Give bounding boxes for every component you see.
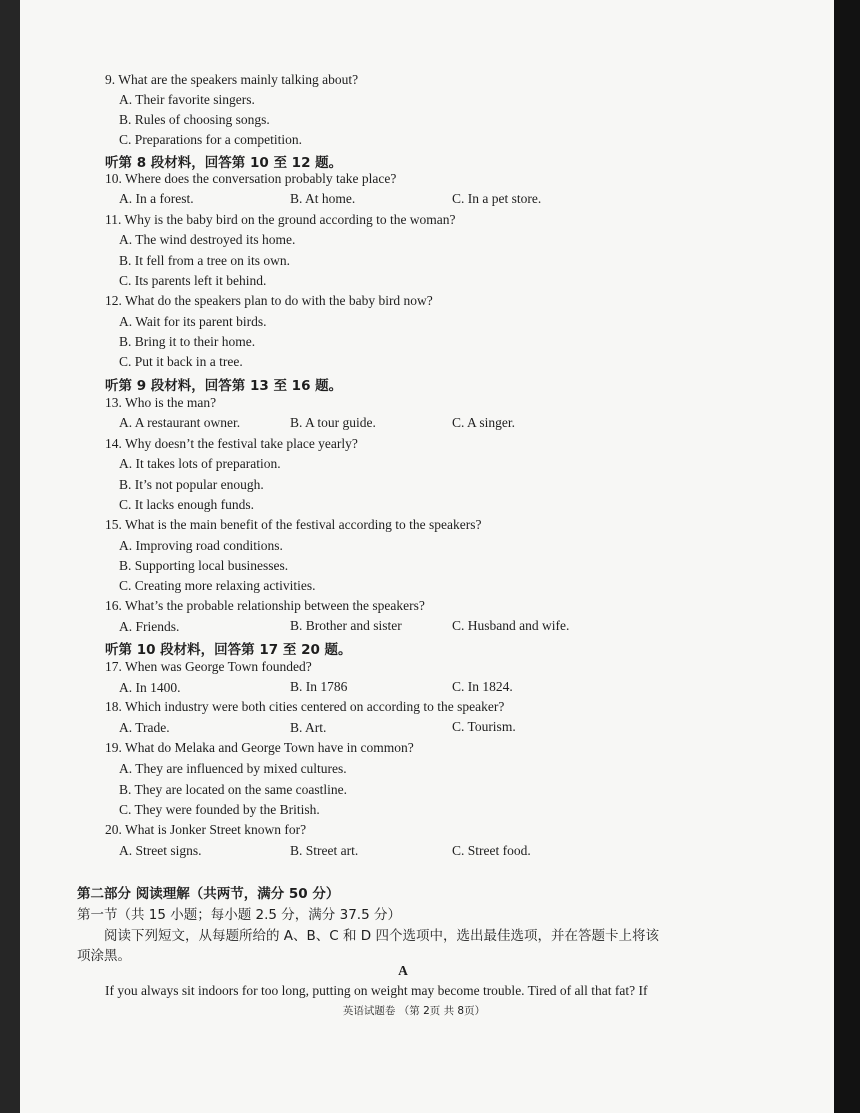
passage-label: A: [398, 963, 408, 978]
q14-option-c: C. It lacks enough funds.: [119, 497, 254, 512]
passage-line-1: If you always sit indoors for too long, putting on weight may become trouble. Tired of all that fat? If: [105, 983, 648, 998]
section-one-heading: 第一节（共 15 小题；每小题 2.5 分，满分 37.5 分）: [77, 907, 401, 923]
q18-option-c: C. Tourism.: [452, 719, 516, 734]
q13-option-a: A. A restaurant owner.: [119, 415, 241, 430]
q12-option-b: B. Bring it to their home.: [119, 334, 256, 349]
q15-option-a: A. Improving road conditions.: [119, 538, 283, 553]
question-17: 17. When was George Town founded?: [105, 659, 312, 674]
q10-option-b: B. At home.: [290, 191, 356, 206]
q13-option-c: C. A singer.: [452, 415, 516, 430]
q20-option-b: B. Street art.: [290, 843, 359, 858]
instruction-line-1: 阅读下列短文，从每题所给的 A、B、C 和 D 四个选项中，选出最佳选项，并在答题卡上将该: [104, 928, 659, 944]
q15-option-b: B. Supporting local businesses.: [119, 558, 289, 573]
q18-option-a: A. Trade.: [119, 720, 170, 735]
q11-option-c: C. Its parents left it behind.: [119, 273, 267, 288]
q11-option-b: B. It fell from a tree on its own.: [119, 253, 290, 268]
section-heading-9: 听第 9 段材料，回答第 13 至 16 题。: [105, 378, 343, 394]
q17-option-b: B. In 1786: [290, 679, 348, 694]
question-16: 16. What’s the probable relationship between the speakers?: [105, 598, 425, 613]
q12-option-c: C. Put it back in a tree.: [119, 354, 243, 369]
question-13: 13. Who is the man?: [105, 395, 217, 410]
question-9: 9. What are the speakers mainly talking about?: [105, 72, 359, 87]
instruction-line-2: 项涂黑。: [77, 948, 131, 964]
question-11: 11. Why is the baby bird on the ground according to the woman?: [105, 212, 456, 227]
scan-right-edge: [834, 0, 860, 1113]
question-19: 19. What do Melaka and George Town have in common?: [105, 740, 414, 755]
part-two-heading: 第二部分 阅读理解（共两节，满分 50 分）: [77, 886, 340, 902]
q15-option-c: C. Creating more relaxing activities.: [119, 578, 316, 593]
q19-option-a: A. They are influenced by mixed cultures.: [119, 761, 347, 776]
q16-option-b: B. Brother and sister: [290, 618, 402, 633]
q10-option-c: C. In a pet store.: [452, 191, 542, 206]
question-15: 15. What is the main benefit of the festival according to the speakers?: [105, 517, 482, 532]
question-14: 14. Why doesn’t the festival take place yearly?: [105, 436, 358, 451]
q12-option-a: A. Wait for its parent birds.: [119, 314, 267, 329]
q9-option-c: C. Preparations for a competition.: [119, 132, 302, 147]
q16-option-c: C. Husband and wife.: [452, 618, 570, 633]
question-12: 12. What do the speakers plan to do with the baby bird now?: [105, 293, 433, 308]
q9-option-a: A. Their favorite singers.: [119, 92, 255, 107]
q14-option-a: A. It takes lots of preparation.: [119, 456, 281, 471]
section-heading-8: 听第 8 段材料，回答第 10 至 12 题。: [105, 155, 343, 171]
q11-option-a: A. The wind destroyed its home.: [119, 232, 296, 247]
q16-option-a: A. Friends.: [119, 619, 180, 634]
q10-option-a: A. In a forest.: [119, 191, 194, 206]
page-footer: 英语试题卷 （第 2页 共 8页）: [342, 1005, 486, 1017]
scan-left-edge: [0, 0, 20, 1113]
q17-option-c: C. In 1824.: [452, 679, 513, 694]
section-heading-10: 听第 10 段材料，回答第 17 至 20 题。: [105, 642, 352, 658]
q20-option-a: A. Street signs.: [119, 843, 202, 858]
q18-option-b: B. Art.: [290, 720, 327, 735]
question-20: 20. What is Jonker Street known for?: [105, 822, 307, 837]
q9-option-b: B. Rules of choosing songs.: [119, 112, 270, 127]
q19-option-b: B. They are located on the same coastline.: [119, 782, 348, 797]
q13-option-b: B. A tour guide.: [290, 415, 376, 430]
q19-option-c: C. They were founded by the British.: [119, 802, 320, 817]
q17-option-a: A. In 1400.: [119, 680, 181, 695]
q20-option-c: C. Street food.: [452, 843, 531, 858]
question-10: 10. Where does the conversation probably take place?: [105, 171, 397, 186]
question-18: 18. Which industry were both cities centered on according to the speaker?: [105, 699, 505, 714]
q14-option-b: B. It’s not popular enough.: [119, 477, 264, 492]
